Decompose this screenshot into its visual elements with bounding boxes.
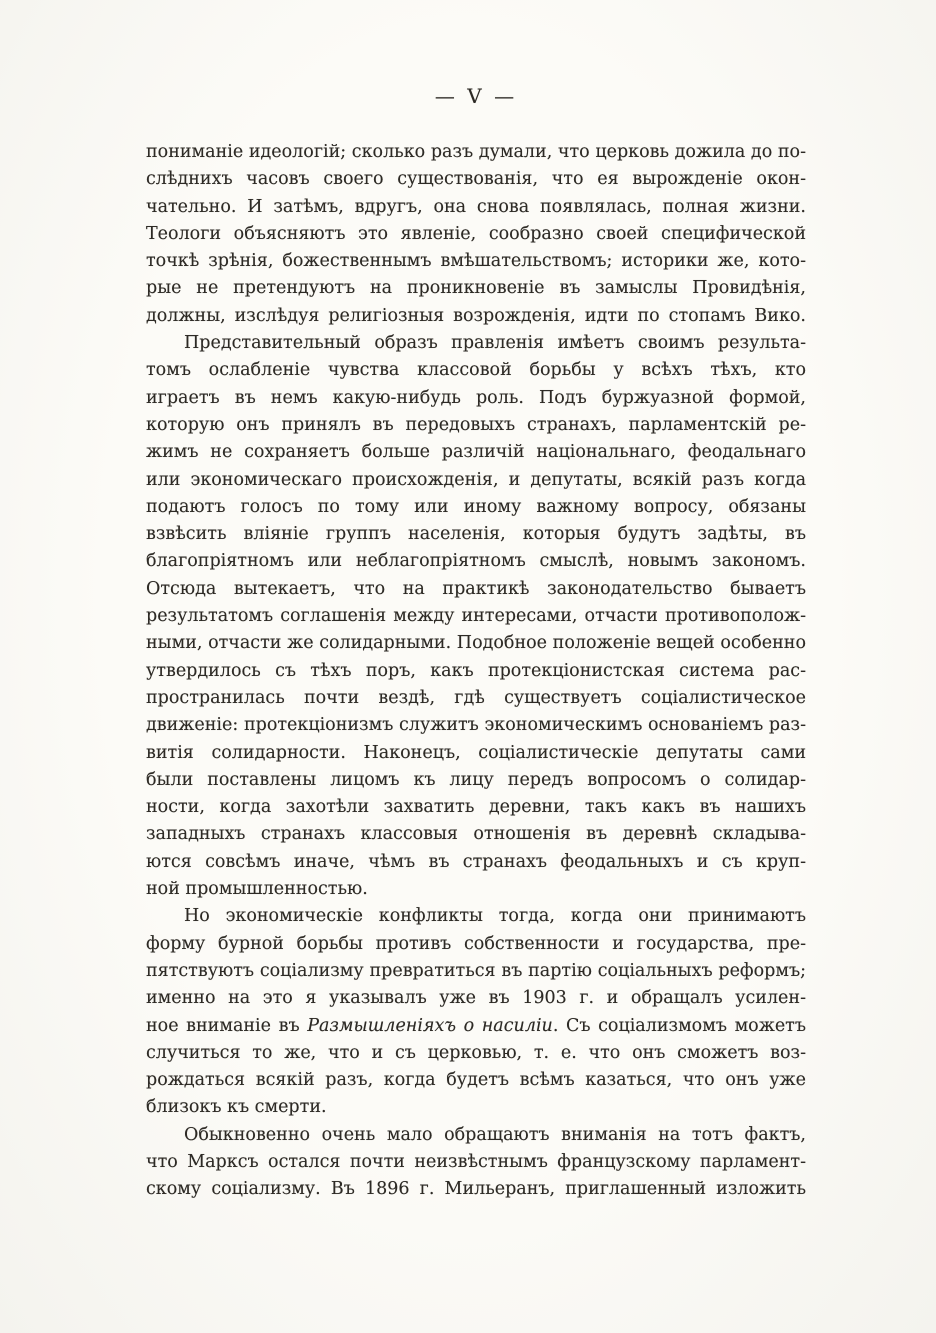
text-line: витія солидарности. Наконецъ, соціалистическіе депутаты сами	[146, 742, 806, 763]
text-line: западныхъ странахъ классовыя отношенія въ деревнѣ складыва-	[146, 824, 806, 845]
text-line: ное вниманіе въ Размышленіяхъ о насиліи. Съ соціализмомъ можетъ	[146, 1015, 806, 1036]
text-line: Обыкновенно очень мало обращаютъ вниманія на тотъ фактъ,	[184, 1124, 806, 1145]
text-line: подаютъ голосъ по тому или иному важному вопросу, обязаны	[146, 496, 806, 517]
page-text	[146, 139, 806, 1204]
text-line: рые не претендуютъ на проникновеніе въ замыслы Провидѣнія,	[146, 278, 806, 299]
text-line: или экономическаго происхожденія, и депутаты, всякій разъ когда	[146, 469, 806, 490]
text-line: Но экономическіе конфликты тогда, когда они принимаютъ	[184, 906, 806, 927]
text-line: чательно. И затѣмъ, вдругъ, она снова появлялась, полная жизни.	[146, 196, 806, 217]
text-line: Отсюда вытекаетъ, что на практикѣ законодательство бываетъ	[146, 578, 806, 599]
text-line: ными, отчасти же солидарными. Подобное положеніе вещей особенно	[146, 633, 806, 654]
text-line: именно на это я указывалъ уже въ 1903 г. и обращалъ усилен-	[146, 988, 806, 1009]
page-number: — V —	[434, 84, 518, 108]
paragraph	[146, 330, 806, 903]
paragraph	[146, 903, 806, 1121]
text-line: пространилась почти вездѣ, гдѣ существуетъ соціалистическое	[146, 687, 806, 708]
text-line: скому соціализму. Въ 1896 г. Мильеранъ, приглашенный изложить	[146, 1179, 806, 1200]
text-line: пятствуютъ соціализму превратиться въ партію соціальныхъ реформъ;	[146, 960, 806, 981]
text-line: пониманіе идеологій; сколько разъ думали, что церковь дожила до по-	[146, 142, 806, 162]
text-line: что Марксъ остался почти неизвѣстнымъ французскому парламент-	[146, 1151, 806, 1172]
text-line: взвѣсить вліяніе группъ населенія, которыя будутъ задѣты, въ	[146, 524, 806, 545]
text-line: Теологи объясняютъ это явленіе, сообразно своей специфической	[146, 223, 806, 244]
text-line: которую онъ принялъ въ передовыхъ странахъ, парламентскій ре-	[146, 414, 806, 435]
text-line: были поставлены лицомъ къ лицу передъ вопросомъ о солидар-	[146, 769, 806, 790]
text-line: результатомъ соглашенія между интересами, отчасти противополож-	[146, 606, 806, 627]
paragraph	[146, 139, 806, 330]
text-line: форму бурной борьбы противъ собственности и государства, пре-	[146, 933, 806, 954]
text-line: утвердилось съ тѣхъ поръ, какъ протекціонистская система рас-	[146, 660, 806, 681]
text-line: ности, когда захотѣли захватить деревни, такъ какъ въ нашихъ	[146, 797, 806, 818]
text-line: Представительный образъ правленія имѣетъ своимъ результа-	[184, 333, 806, 354]
text-line: слѣднихъ часовъ своего существованія, что ея вырожденіе окон-	[146, 169, 806, 190]
text-line: благопріятномъ или неблагопріятномъ смыслѣ, новымъ закономъ.	[146, 551, 806, 572]
text-line: должны, изслѣдуя религіозныя возрожденія, идти по стопамъ Вико.	[146, 305, 806, 326]
text-line: рождаться всякій разъ, когда будетъ всѣмъ казаться, что онъ уже	[146, 1070, 806, 1091]
text-line: ной промышленностью.	[146, 879, 368, 900]
text-line: точкѣ зрѣнія, божественнымъ вмѣшательствомъ; историки же, кото-	[146, 251, 806, 272]
text-line: жимъ не сохраняетъ больше различій національнаго, феодальнаго	[146, 442, 806, 463]
text-line: играетъ въ немъ какую-нибудь роль. Подъ буржуазной формой,	[146, 387, 806, 408]
text-line: томъ ослабленіе чувства классовой борьбы у всѣхъ тѣхъ, кто	[146, 360, 806, 381]
text-line: ются совсѣмъ иначе, чѣмъ въ странахъ феодальныхъ и съ круп-	[146, 851, 806, 872]
paragraph	[146, 1122, 806, 1204]
text-line: случиться то же, что и съ церковью, т. е. что онъ сможетъ воз-	[146, 1042, 806, 1063]
text-line: движеніе: протекціонизмъ служитъ экономическимъ основаніемъ раз-	[146, 715, 806, 736]
text-line: близокъ къ смерти.	[146, 1097, 327, 1118]
